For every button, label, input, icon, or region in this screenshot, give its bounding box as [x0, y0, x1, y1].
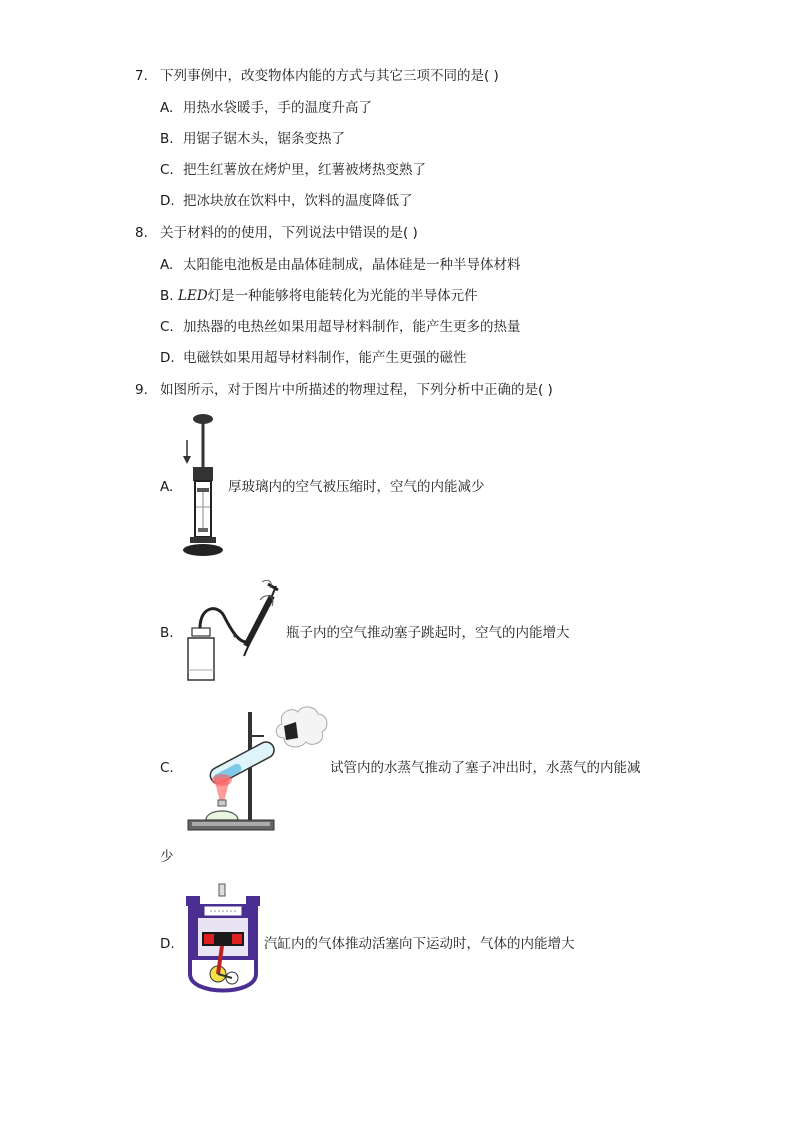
question-stem: 下列事例中，改变物体内能的方式与其它三项不同的是( ): [160, 68, 499, 84]
question-number: 9.: [135, 382, 148, 398]
question-stem: 如图所示，对于图片中所描述的物理过程，下列分析中正确的是( ): [160, 382, 553, 398]
option-text: 电磁铁如果用超导材料制作，能产生更强的磁性: [183, 350, 467, 366]
option-letter: B.: [160, 288, 174, 304]
option-text: 把冰块放在饮料中，饮料的温度降低了: [183, 193, 413, 209]
option-text: 把生红薯放在烤炉里，红薯被烤热变熟了: [183, 162, 426, 178]
option-text: 太阳能电池板是由晶体硅制成，晶体硅是一种半导体材料: [183, 257, 521, 273]
option-text: 试管内的水蒸气推动了塞子冲出时，水蒸气的内能减: [330, 760, 641, 776]
test-tube-heating-icon: [184, 702, 332, 836]
option-letter: B.: [160, 625, 174, 641]
option-letter: C.: [160, 162, 174, 178]
option-letter: C.: [160, 760, 174, 776]
led-term: LED: [178, 288, 208, 304]
option-letter: A.: [160, 100, 174, 116]
option-text: 厚玻璃内的空气被压缩时，空气的内能减少: [228, 479, 485, 495]
option-letter: D.: [160, 350, 175, 366]
option-text: 瓶子内的空气推动塞子跳起时，空气的内能增大: [286, 625, 570, 641]
option-text: 加热器的电热丝如果用超导材料制作，能产生更多的热量: [183, 319, 521, 335]
engine-cylinder-icon: [184, 882, 262, 1002]
bottle-pump-icon: [180, 576, 280, 684]
question-number: 8.: [135, 225, 148, 241]
air-compression-cylinder-icon: [180, 412, 230, 558]
option-text: [178, 287, 478, 305]
option-letter: A.: [160, 257, 174, 273]
option-text-wrap: 少: [160, 849, 174, 865]
question-stem: 关于材料的的使用，下列说法中错误的是( ): [160, 225, 418, 241]
option-letter: B.: [160, 131, 174, 147]
option-text: 用锯子锯木头，锯条变热了: [183, 131, 345, 147]
option-text: 汽缸内的气体推动活塞向下运动时，气体的内能增大: [264, 936, 575, 952]
option-letter: D.: [160, 193, 175, 209]
option-letter: A.: [160, 479, 174, 495]
option-letter: C.: [160, 319, 174, 335]
question-number: 7.: [135, 68, 148, 84]
option-text-rest: 灯是一种能够将电能转化为光能的半导体元件: [207, 288, 478, 304]
option-text: 用热水袋暖手，手的温度升高了: [183, 100, 372, 116]
option-letter: D.: [160, 936, 175, 952]
